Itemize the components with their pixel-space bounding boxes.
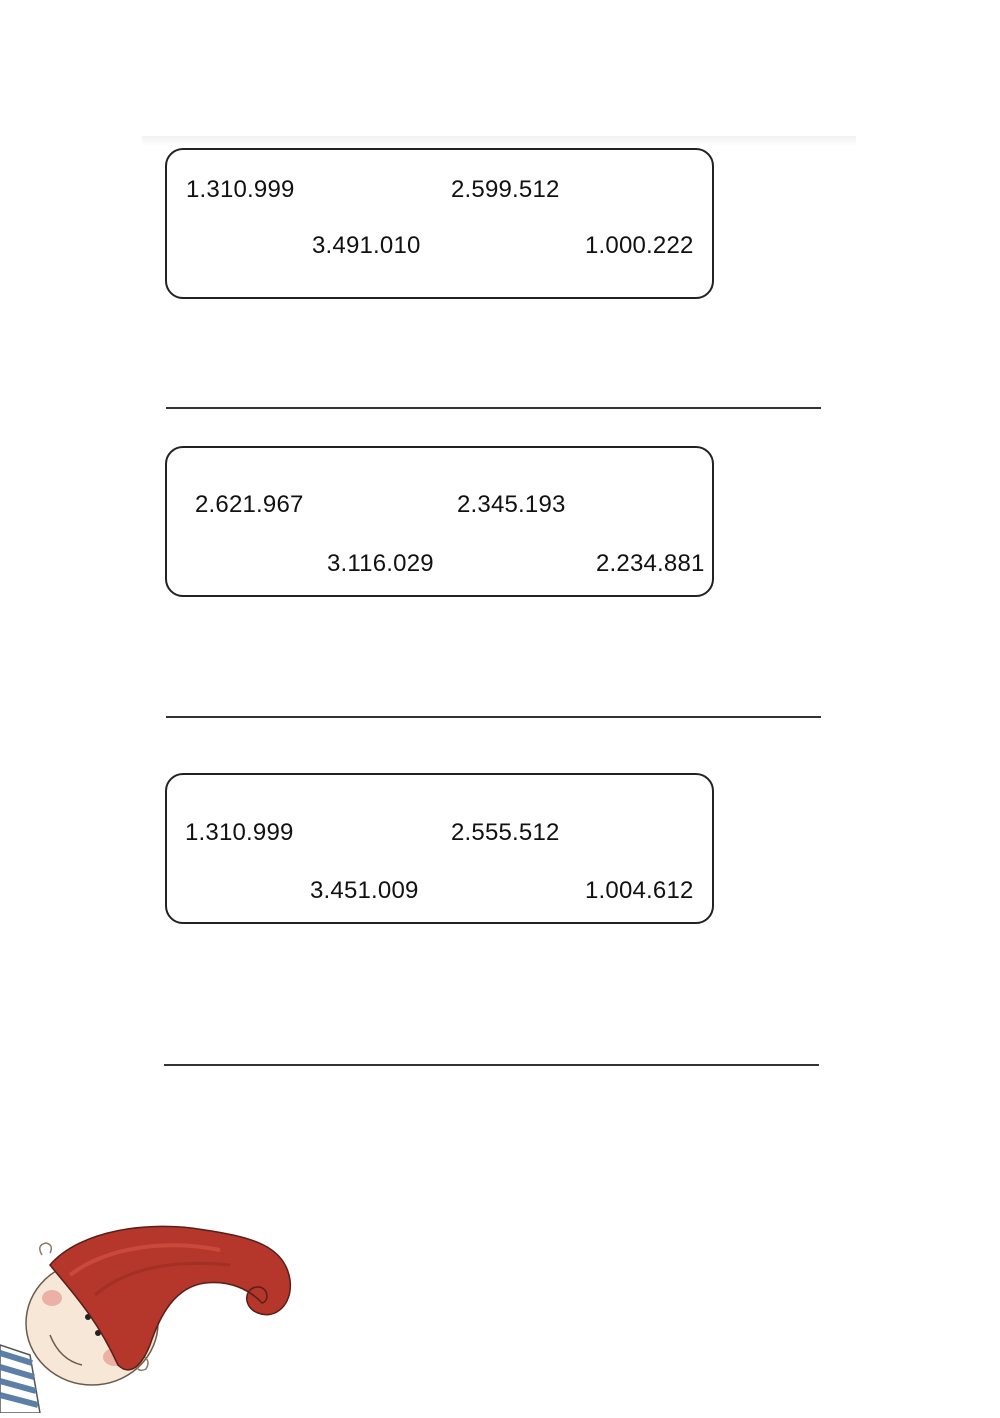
number-1-2: 2.599.512 <box>451 176 560 203</box>
page-top-edge <box>142 136 856 146</box>
number-3-2: 2.555.512 <box>451 819 560 846</box>
number-2-2: 2.345.193 <box>457 491 566 518</box>
striped-shirt <box>0 1345 40 1413</box>
number-2-3: 3.116.029 <box>327 550 434 577</box>
number-box-2 <box>165 446 714 597</box>
answer-line-1[interactable] <box>166 407 821 409</box>
number-2-4: 2.234.881 <box>596 550 705 577</box>
number-3-3: 3.451.009 <box>310 877 419 904</box>
answer-line-3[interactable] <box>164 1064 819 1066</box>
number-1-4: 1.000.222 <box>585 232 694 259</box>
number-box-3 <box>165 773 714 924</box>
number-1-3: 3.491.010 <box>312 232 421 259</box>
number-1-1: 1.310.999 <box>186 176 295 203</box>
gnome-child-icon <box>0 1195 310 1413</box>
answer-line-2[interactable] <box>166 716 821 718</box>
number-3-4: 1.004.612 <box>585 877 694 904</box>
number-box-1 <box>165 148 714 299</box>
number-3-1: 1.310.999 <box>185 819 294 846</box>
number-2-1: 2.621.967 <box>195 491 304 518</box>
